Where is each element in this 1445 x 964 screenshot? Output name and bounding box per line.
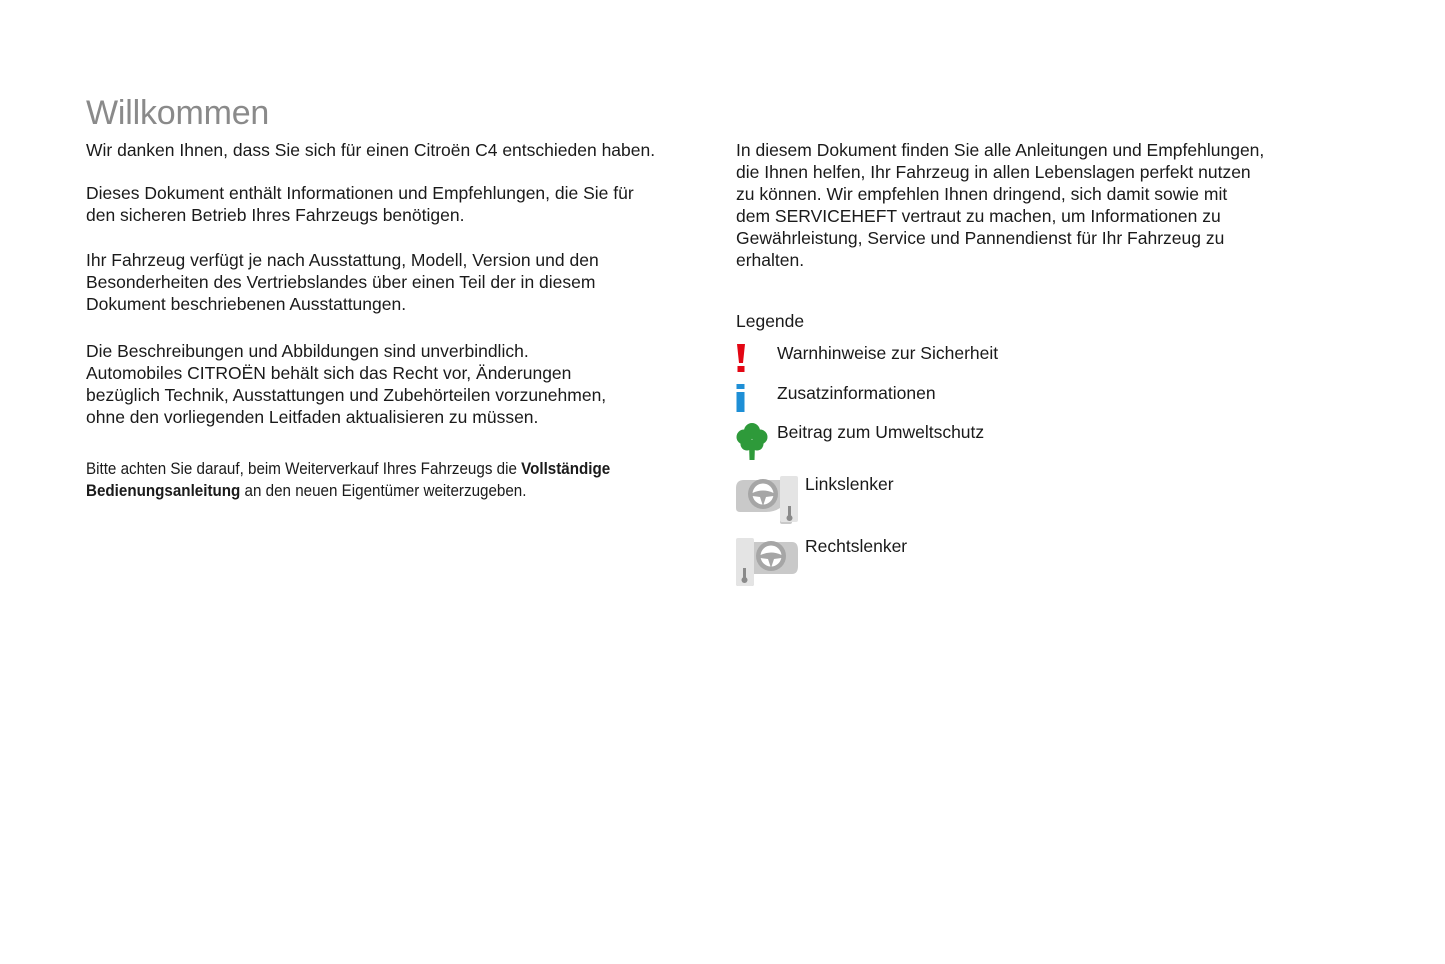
legend-title: Legende — [736, 311, 805, 331]
resale-note-text-start: Bitte achten Sie darauf, beim Weiterverkauf Ihres Fahrzeugs die — [86, 460, 522, 478]
info-icon — [736, 383, 750, 418]
intro-thanks-paragraph: Wir danken Ihnen, dass Sie sich für einen Citroën C4 entschieden haben. — [86, 140, 656, 160]
legend-label-right-hand-drive: Rechtslenker — [805, 536, 908, 556]
legend-label-left-hand-drive: Linkslenker — [805, 474, 894, 494]
legend-label-info: Zusatzinformationen — [777, 383, 936, 403]
page-title: Willkommen — [86, 94, 270, 132]
resale-note-bold-text: Vollständige Bedienungsanleitung — [86, 460, 611, 500]
right-column — [736, 139, 1336, 271]
disclaimer-paragraph: Die Beschreibungen und Abbildungen sind unverbindlich. Automobiles CITROËN behält sich das Recht vor, Änderungen bezüglich Technik, Ausstattungen und Zubehörteilen vorzunehmen, ohne den vorliegenden Leitfaden aktualisieren zu müssen. — [86, 341, 607, 427]
right-hand-drive-icon — [736, 536, 800, 593]
resale-note-paragraph — [86, 458, 684, 502]
warning-exclamation-icon — [736, 343, 750, 378]
document-purpose-paragraph: Dieses Dokument enthält Informationen und Empfehlungen, die Sie für den sicheren Betrieb Ihres Fahrzeugs benötigen. — [86, 183, 634, 225]
legend-label-eco: Beitrag zum Umweltschutz — [777, 422, 985, 442]
left-hand-drive-icon — [736, 474, 800, 531]
left-column — [86, 139, 686, 502]
resale-note-text-end: an den neuen Eigentümer weiterzugeben. — [240, 482, 527, 500]
document-guidance-paragraph: In diesem Dokument finden Sie alle Anleitungen und Empfehlungen, die Ihnen helfen, Ihr Fahrzeug in allen Lebenslagen perfekt nutzen zu können. Wir empfehlen Ihnen dringend, sich damit sowie mit dem SERVICEHEFT vertraut zu machen, um Informationen zu Gewährleistung, Service und Pannendienst für Ihr Fahrzeug zu erhalten. — [736, 140, 1265, 270]
equipment-variants-paragraph: Ihr Fahrzeug verfügt je nach Ausstattung, Modell, Version und den Besonderheiten des Vertriebslandes über einen Teil der in diesem Dokument beschriebenen Ausstattungen. — [86, 250, 599, 314]
tree-eco-icon — [736, 422, 768, 467]
legend-label-warning: Warnhinweise zur Sicherheit — [777, 343, 999, 363]
